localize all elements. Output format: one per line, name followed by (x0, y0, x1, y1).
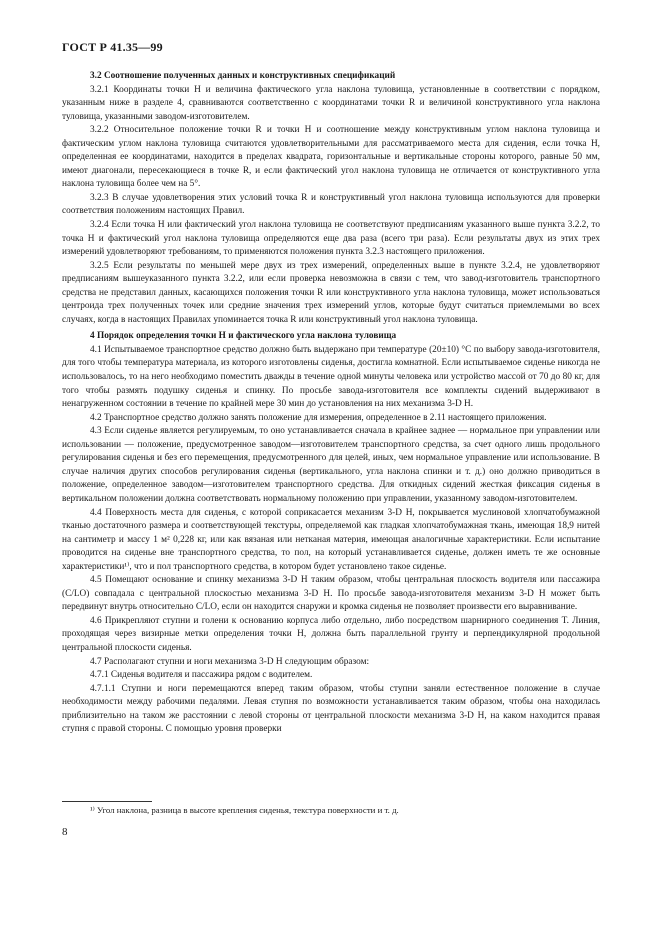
paragraph-4-1: 4.1 Испытываемое транспортное средство должно быть выдержано при температуре (20±10) °С по выбору завода-изготовителя, для того чтобы температура материала, из которого изготовлены сиденья, достигла комнатной. Если испытываемое сиденье никогда не использовалось, то на него необходимо поместить дважды в течение одной минуты человека или устройство массой от 70 до 80 кг, для того чтобы размять подушку сиденья и спинку. По просьбе завода-изготовителя все комплекты сидений выдерживают в ненагруженном состоянии в течение по крайней мере 30 мин до установления на них механизма 3-D H. (62, 344, 600, 410)
page-number: 8 (62, 826, 68, 838)
standard-header: ГОСТ Р 41.35—99 (62, 40, 163, 54)
section-3-2-title: 3.2 Соотношение полученных данных и конструктивных спецификаций (90, 71, 396, 81)
section-4-title: 4 Порядок определения точки H и фактического угла наклона туловища (90, 331, 397, 342)
paragraph-3-2-3: 3.2.3 В случае удовлетворения этих условий точка R и конструктивный угол наклона туловища используются для проверки соответствия положениям настоящих Правил. (62, 192, 600, 217)
paragraph-4-5: 4.5 Помещают основание и спинку механизма 3-D H таким образом, чтобы центральная плоскость водителя или пассажира (С/LO) совпадала с центральной плоскостью механизма 3-D H. По просьбе завода-изготовителя механизм 3-D H может быть передвинут внутрь относительно С/LO, если он находится снаружи и кромка сиденья не позволяет произвести его выравнивание. (62, 575, 600, 613)
footnote: ¹⁾ Угол наклона, разница в высоте крепления сиденья, текстура поверхности и т. д. (90, 805, 399, 815)
paragraph-3-2-5: 3.2.5 Если результаты по меньшей мере двух из трех измерений, определенных выше в пункте 3.2.4, не удовлетворяют предписаниям вышеуказанного пункта 3.2.2, или если проверка невозможна в связи с тем, что завод-изготовитель транспортного средства не представил данных, касающихся положения точки R или конструктивного угла наклона туловища, может использоваться центроида трех полученных точек или средние значения трех измерений углов, которые будут считаться приемлемыми во всех случаях, когда в настоящих Правилах упоминается точка R или конструктивный угол наклона туловища. (62, 260, 600, 325)
paragraph-4-2: 4.2 Транспортное средство должно занять положение для измерения, определенное в 2.11 настоящего приложения. (90, 412, 547, 423)
paragraph-4-7-1: 4.7.1 Сиденья водителя и пассажира рядом с водителем. (90, 670, 313, 681)
paragraph-4-7-1-1: 4.7.1.1 Ступни и ноги перемещаются вперед таким образом, чтобы ступни заняли естественное положение в случае необходимости между рабочими педалями. Левая ступня по возможности устанавливается таким образом, чтобы она находилась приблизительно на таком же расстоянии с левой стороны от центральной плоскости механизма 3-D H, на каком находится правая ступня с правой стороны. С помощью уровня проверки (62, 683, 600, 735)
footnote-divider (62, 801, 152, 802)
paragraph-4-7: 4.7 Располагают ступни и ноги механизма 3-D H следующим образом: (90, 656, 370, 667)
document-body (62, 70, 600, 737)
paragraph-3-2-1: 3.2.1 Координаты точки H и величина фактического угла наклона туловища, установленные в соответствии с порядком, указанным ниже в разделе 4, сравниваются соответственно с координатами точки R и величиной конструктивного угла наклона туловища, указанными заводом-изготовителем. (62, 84, 600, 122)
paragraph-4-6: 4.6 Прикрепляют ступни и голени к основанию корпуса либо отдельно, либо посредством шарнирного соединения T. Линия, проходящая через визирные метки определения точки H, должна быть параллельной грунту и перпендикулярной продольной центральной плоскости сиденья. (62, 615, 600, 653)
paragraph-3-2-4: 3.2.4 Если точка H или фактический угол наклона туловища не соответствуют предписаниям указанного выше пункта 3.2.2, то точка H и фактический угол наклона туловища определяются еще два раза (всего три раза). Если результаты двух из этих трех измерений удовлетворяют требованиям, то применяются положения пункта 3.2.3 настоящего приложения. (62, 220, 600, 258)
paragraph-3-2-2: 3.2.2 Относительное положение точки R и точки H и соотношение между конструктивным углом наклона туловища и фактическим углом наклона туловища считаются удовлетворительными для рассматриваемого места для сидения, если точка H, определенная ее координатами, находится в пределах квадрата, горизонтальные и вертикальные стороны которого, равные 50 мм, имеют диагонали, пересекающиеся в точке R, и если фактический угол наклона туловища не отличается от конструктивного угла наклона туловища более чем на 5°. (62, 125, 600, 190)
paragraph-4-3: 4.3 Если сиденье является регулируемым, то оно устанавливается сначала в крайнее заднее — нормальное при управлении или использовании — положение, предусмотренное заводом—изготовителем транспортного средства, за счет одного лишь продольного регулирования сиденья и без его перемещения, предусмотренного для целей, иных, чем нормальное управление или использование. В случае наличия других способов регулирования сиденья (вертикального, угла наклона спинки и т. д.) оно должно приводиться в положение, определенное заводом—изготовителем транспортного средства. Для откидных сидений жесткая фиксация сиденья в вертикальном положении должна соответствовать нормальному положению при управлении, указанному заводом-изготовителем. (62, 426, 600, 504)
paragraph-4-4: 4.4 Поверхность места для сиденья, с которой соприкасается механизм 3-D H, покрывается муслиновой хлопчатобумажной тканью достаточного размера и соответствующей текстуры, определяемой как гладкая хлопчатобумажная ткань, имеющая 18,9 нитей на сантиметр и массу 1 м² 0,228 кг, или как вязаная или нетканая материя, имеющая аналогичные характеристики. Если испытание проводится на сиденье вне транспортного средства, то пол, на который устанавливается сиденье, должен иметь те же основные характеристики¹⁾, что и пол транспортного средства, в котором будет установлено такое сиденье. (62, 507, 600, 572)
